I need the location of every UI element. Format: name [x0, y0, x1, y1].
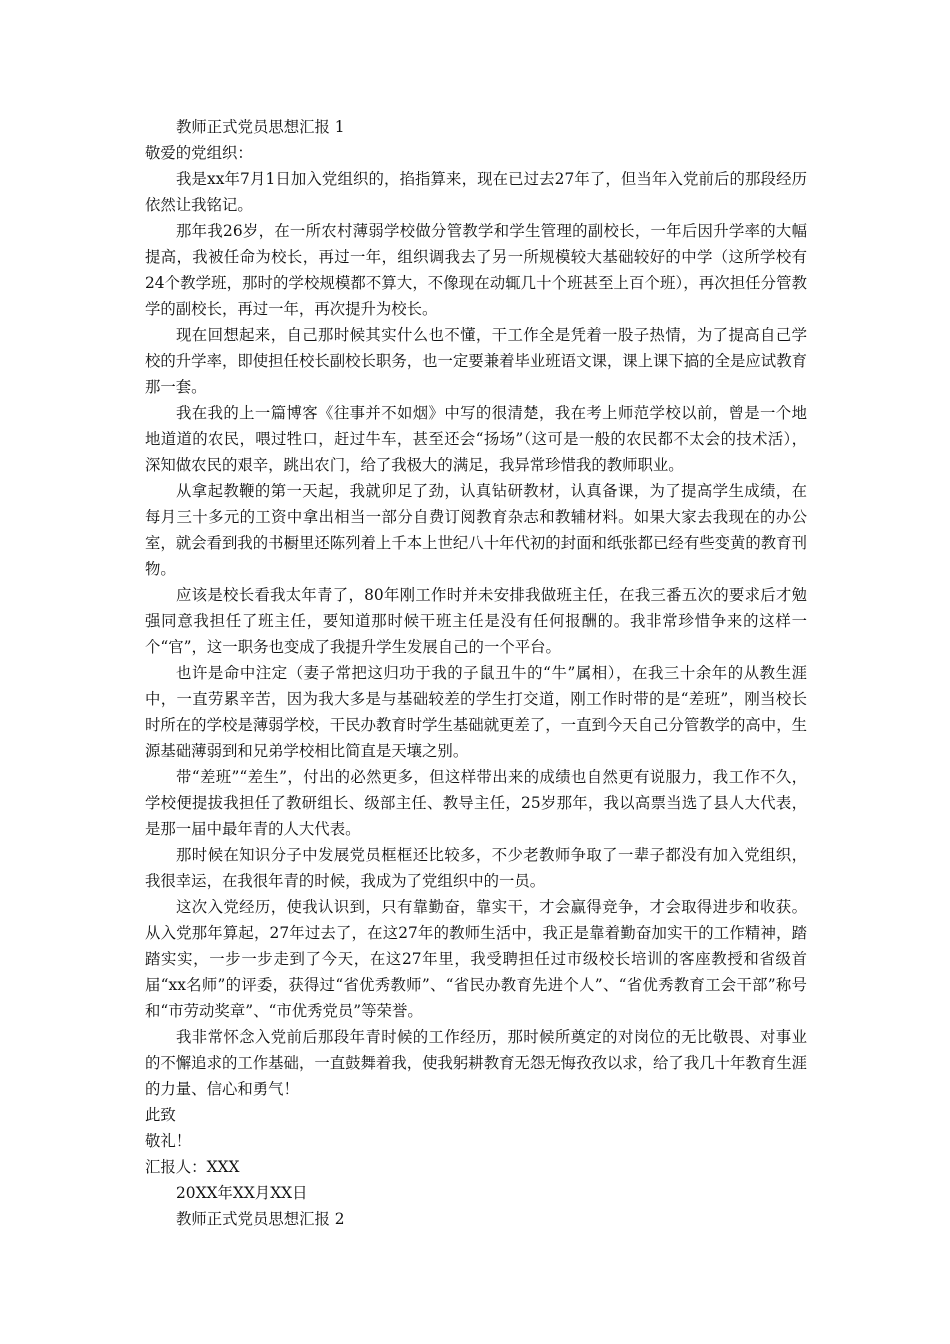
paragraph-10: 这次入党经历，使我认识到，只有靠勤奋，靠实干，才会赢得竞争，才会取得进步和收获。从入党那年算起，27年过去了，在这27年的教师生活中，我正是靠着勤奋加实干的工作精神，踏踏实实，一步一步走到了今天，在这27年里，我受聘担任过市级校长培训的客座教授和省级首届“xx名师”的评委，获得过“省优秀教师”、“省民办教育先进个人”、“省优秀教育工会干部”称号和“市劳动奖章”、“市优秀党员”等荣誉。: [145, 898, 807, 1020]
paragraph-11: 我非常怀念入党前后那段年青时候的工作经历，那时候所奠定的对岗位的无比敬畏、对事业的不懈追求的工作基础，一直鼓舞着我，使我躬耕教育无怨无悔孜孜以求，给了我几十年教育生涯的力量、信心和勇气！: [145, 1028, 807, 1098]
paragraph-7: 也许是命中注定（妻子常把这归功于我的子鼠丑牛的“牛”属相），在我三十余年的从教生涯中，一直劳累辛苦，因为我大多是与基础较差的学生打交道，刚工作时带的是“差班”，刚当校长时所在的学校是薄弱学校，干民办教育时学生基础就更差了，一直到今天自己分管教学的高中，生源基础薄弱到和兄弟学校相比简直是天壤之别。: [145, 664, 807, 760]
salutation: 敬爱的党组织：: [145, 144, 253, 162]
document-page: [145, 114, 807, 1232]
closing-jingli: 敬礼！: [145, 1132, 192, 1150]
paragraph-9: 那时候在知识分子中发展党员框框还比较多，不少老教师争取了一辈子都没有加入党组织，我很幸运，在我很年青的时候，我成为了党组织中的一员。: [145, 846, 807, 890]
paragraph-1: 我是xx年7月1日加入党组织的，掐指算来，现在已过去27年了，但当年入党前后的那段经历依然让我铭记。: [145, 170, 807, 214]
paragraph-3: 现在回想起来，自己那时候其实什么也不懂，干工作全是凭着一股子热情，为了提高自己学校的升学率，即使担任校长副校长职务，也一定要兼着毕业班语文课，课上课下搞的全是应试教育那一套。: [145, 326, 807, 396]
document-title-1: 教师正式党员思想汇报 1: [176, 118, 345, 136]
document-title-2: 教师正式党员思想汇报 2: [176, 1210, 345, 1228]
paragraph-8: 带“差班”“差生”，付出的必然更多，但这样带出来的成绩也自然更有说服力，我工作不久，学校便提拔我担任了教研组长、级部主任、教导主任，25岁那年，我以高票当选了县人大代表，是那一届中最年青的人大代表。: [145, 768, 807, 838]
paragraph-6: 应该是校长看我太年青了，80年刚工作时并未安排我做班主任，在我三番五次的要求后才勉强同意我担任了班主任，要知道那时候干班主任是没有任何报酬的。我非常珍惜争来的这样一个“官”，这一职务也变成了我提升学生发展自己的一个平台。: [145, 586, 807, 656]
paragraph-5: 从拿起教鞭的第一天起，我就卯足了劲，认真钻研教材，认真备课，为了提高学生成绩，在每月三十多元的工资中拿出相当一部分自费订阅教育杂志和教辅材料。如果大家去我现在的办公室，就会看到我的书橱里还陈列着上千本上世纪八十年代初的封面和纸张都已经有些变黄的教育刊物。: [145, 482, 807, 578]
report-date: 20XX年XX月XX日: [176, 1184, 308, 1202]
closing-cizhi: 此致: [145, 1106, 176, 1124]
paragraph-2: 那年我26岁，在一所农村薄弱学校做分管教学和学生管理的副校长，一年后因升学率的大幅提高，我被任命为校长，再过一年，组织调我去了另一所规模较大基础较好的中学（这所学校有24个教学班，那时的学校规模都不算大，不像现在动辄几十个班甚至上百个班），再次担任分管教学的副校长，再过一年，再次提升为校长。: [145, 222, 807, 318]
paragraph-4: 我在我的上一篇博客《往事并不如烟》中写的很清楚，我在考上师范学校以前，曾是一个地地道道的农民，喂过牲口，赶过牛车，甚至还会“扬场”（这可是一般的农民都不太会的技术活），深知做农民的艰辛，跳出农门，给了我极大的满足，我异常珍惜我的教师职业。: [145, 404, 807, 474]
reporter-name: 汇报人：XXX: [145, 1158, 240, 1176]
